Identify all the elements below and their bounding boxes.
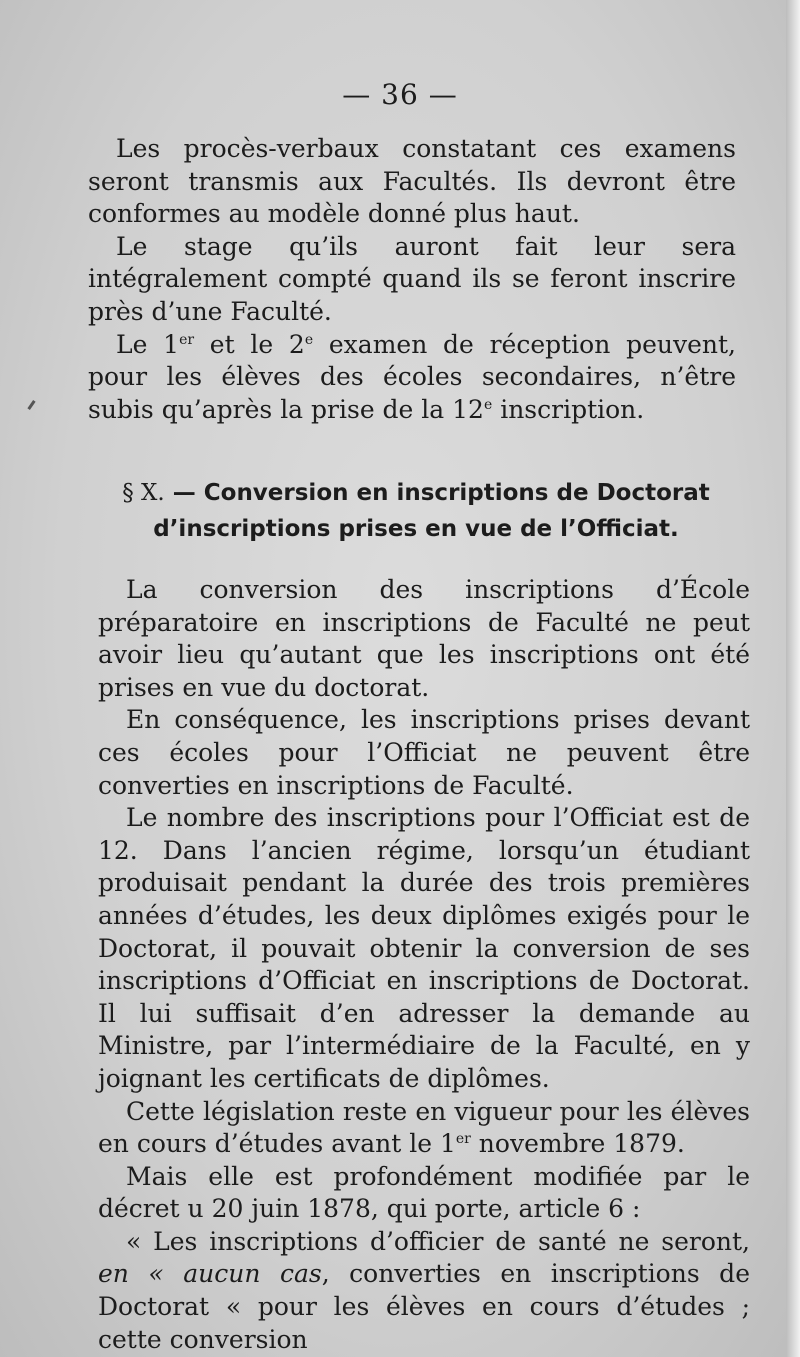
page-edge-shadow bbox=[786, 0, 800, 1357]
superscript: e bbox=[483, 396, 493, 413]
paragraph: Mais elle est profondément modifiée par le décret u 20 juin 1878, qui porte, article 6 : bbox=[98, 1161, 750, 1224]
page-number: — 36 — bbox=[342, 78, 458, 111]
text-run: Cette législation reste en vigueur pour les élèves en cours d’études avant le 1 bbox=[98, 1096, 750, 1159]
text-run: novembre 1879. bbox=[470, 1129, 685, 1159]
text-run: « Les inscriptions d’officier de santé ne seront, bbox=[126, 1226, 750, 1256]
superscript: er bbox=[455, 1131, 471, 1148]
text-block-bottom bbox=[98, 574, 750, 1356]
superscript: er bbox=[179, 331, 195, 348]
italic-text: en « aucun cas bbox=[98, 1259, 322, 1289]
section-number: § X. bbox=[122, 480, 165, 506]
stray-mark bbox=[27, 400, 35, 410]
paragraph: La conversion des inscriptions d’École préparatoire en inscriptions de Faculté ne peut avoir lieu qu’autant que les inscriptions ont été prises en vue du doctorat. bbox=[98, 575, 750, 702]
text-run: Le 1 bbox=[116, 329, 180, 359]
quote-paragraph bbox=[98, 1226, 750, 1356]
text-run: , converties en inscriptions de Doctorat « pour les élèves en cours d’études ; cette conversion bbox=[98, 1259, 750, 1354]
paragraph bbox=[98, 1096, 750, 1161]
paragraph: Le stage qu’ils auront fait leur sera intégralement compté quand ils se feront inscrire près d’une Faculté. bbox=[88, 231, 736, 326]
paragraph: Le nombre des inscriptions pour l’Officiat est de 12. Dans l’ancien régime, lorsqu’un étudiant produisait pendant la durée des trois premières années d’études, les deux diplômes exigés pour le Doctorat, il pouvait obtenir la conversion de ses inscriptions d’Officiat en inscriptions de Doctorat. Il lui suffisait d’en adresser la demande au Ministre, par l’intermédiaire de la Faculté, en y joignant les certificats de diplômes. bbox=[98, 803, 750, 1093]
paragraph: Les procès-verbaux constatant ces examens seront transmis aux Facultés. Ils devront être conformes au modèle donné plus haut. bbox=[88, 134, 736, 229]
paragraph bbox=[88, 329, 736, 427]
section-title: — Conversion en inscriptions de Doctorat d’inscriptions prises en vue de l’Officiat. bbox=[153, 480, 710, 542]
paragraph: En conséquence, les inscriptions prises devant ces écoles pour l’Officiat ne peuvent être converties en inscriptions de Faculté. bbox=[98, 705, 750, 800]
text-run: et le 2 bbox=[194, 329, 305, 359]
section-heading bbox=[96, 475, 736, 547]
text-block-top bbox=[88, 133, 736, 426]
text-run: inscription. bbox=[492, 394, 645, 424]
text-run: examen de réception peuvent, pour les élèves des écoles secondaires, n’être subis qu’après la prise de la 12 bbox=[88, 329, 736, 424]
superscript: e bbox=[304, 331, 314, 348]
